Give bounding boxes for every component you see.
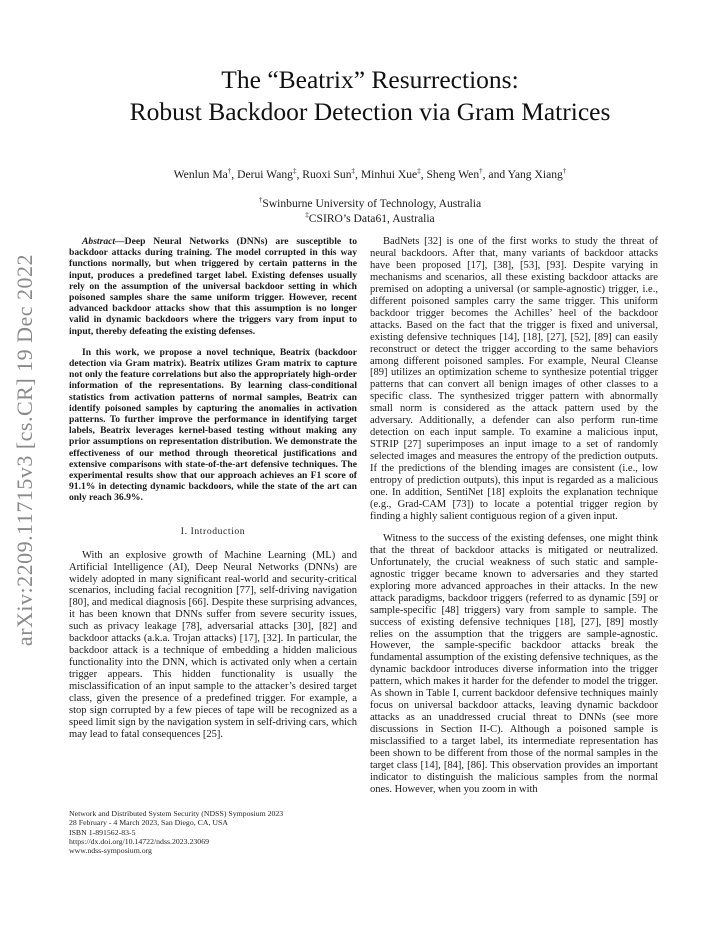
- intro-paragraph: With an explosive growth of Machine Learning (ML) and Artificial Intelligence (AI), Deep Neural Networks (DNNs) are widely adopted in many significant real-world and security-critical scenarios, including facial recognition [77], self-driving navigation [80], and medical diagnosis [66]. Despite these surprising advances, it has been known that DNNs suffer from severe security issues, such as privacy leakage [78], adversarial attacks [30], [82] and backdoor attacks (a.k.a. Trojan attacks) [17], [32]. In particular, the backdoor attack is a technique of embedding a hidden malicious functionality into the DNN, which is activated only when a certain trigger appears. This hidden functionality is usually the misclassification of an input sample to the attacker’s desired target class, given the presence of a predefined trigger. For example, a stop sign corrupted by a few pieces of tape will be recognized as a speed limit sign by the navigation system in self-driving cars, which may lead to fatal consequences [25].: [69, 549, 357, 740]
- arxiv-identifier-stamp: [2, 230, 48, 670]
- conference-footnote: [69, 809, 359, 855]
- abstract-lead: Abstract—: [82, 236, 125, 247]
- title-line-1: The “Beatrix” Resurrections:: [221, 65, 519, 94]
- author-list: Wenlun Ma†, Derui Wang‡, Ruoxi Sun‡, Minhui Xue‡, Sheng Wen†, and Yang Xiang†: [173, 167, 567, 181]
- author-affil-mark: ‡: [351, 167, 356, 175]
- abstract: [69, 236, 357, 504]
- author-name: Minhui Xue: [360, 168, 418, 181]
- author-affil-mark: †: [479, 167, 483, 175]
- affiliation-mark: ‡: [305, 211, 309, 219]
- author-affil-mark: †: [562, 167, 567, 175]
- author-affil-mark: ‡: [417, 167, 421, 175]
- body-paragraph: Witness to the success of the existing defenses, one might think that the threat of backdoor attacks is mitigated or neutralized. Unfortunately, the crucial weakness of such static and sample-agnostic trigger became known to adversaries and they started exploring more advanced approaches in their attacks. In the new attack paradigms, backdoor triggers (referred to as dynamic [59] or sample-specific [48] triggers) vary from sample to sample. The success of existing defensive techniques [18], [27], [89] mostly relies on the assumption that the triggers are sample-agnostic. However, the sample-specific backdoor attacks break the fundamental assumption of the existing defensive techniques, as the dynamic backdoor introduces diverse information into the trigger pattern, which makes it harder for the defender to model the trigger. As shown in Table I, current backdoor defensive techniques mainly focus on universal backdoor attacks, leaving dynamic backdoor attacks as an unaddressed crucial threat to DNNs (see more discussions in Section II-C). Although a poisoned sample is misclassified to a target label, its intermediate representation has been shown to be different from those of the normal samples in the target class [14], [84], [86]. This observation provides an important indicator to distinguish the malicious samples from the normal ones. However, when you zoom in with: [370, 532, 658, 795]
- affiliation-name: Swinburne University of Technology, Australia: [262, 197, 482, 210]
- affiliation: [60, 196, 680, 211]
- affiliation-list: [60, 196, 680, 226]
- paper-title: [60, 64, 680, 128]
- affiliation-mark: †: [258, 196, 263, 204]
- section-heading-introduction: I. Introduction: [180, 525, 246, 537]
- abstract-paragraph-2: In this work, we propose a novel technique, Beatrix (backdoor detection via Gram matrix). Beatrix utilizes Gram matrix to capture not only the feature correlations but also the appropriately high-order information of the representations. By learning class-conditional statistics from activation patterns of normal samples, Beatrix can identify poisoned samples by capturing the anomalies in activation patterns. To further improve the performance in identifying target labels, Beatrix leverages kernel-based testing without making any prior assumptions on representation distribution. We demonstrate the effectiveness of our method through theoretical justifications and extensive comparisons with state-of-the-art defensive techniques. The experimental results show that our approach achieves an F1 score of 91.1% in detecting dynamic backdoors, while the state of the art can only reach 36.9%.: [69, 346, 357, 504]
- title-line-2: Robust Backdoor Detection via Gram Matrices: [129, 97, 611, 126]
- author-name: Derui Wang: [237, 168, 293, 181]
- affiliation-name: CSIRO’s Data61, Australia: [308, 212, 435, 225]
- right-column: [370, 236, 658, 796]
- body-paragraph: BadNets [32] is one of the first works to study the threat of neural backdoors. After that, many variants of backdoor attacks have been proposed [17], [38], [53], [93]. Despite varying in mechanisms and scenarios, all these existing backdoor attacks are premised on adopting a universal (or sample-agnostic) trigger, i.e., different poisoned samples carry the same trigger. This uniform backdoor trigger becomes the Achilles’ heel of the backdoor attacks. Based on the fact that the trigger is fixed and universal, existing defensive techniques [14], [18], [27], [52], [89] can easily reconstruct or detect the trigger according to the same behaviors among different poisoned samples. For example, Neural Cleanse [89] utilizes an optimization scheme to synthesize potential trigger patterns that can convert all benign images of other classes to a specific class. The synthesized trigger pattern with abnormally small norm is considered as the attack pattern used by the adversary. Additionally, a defender can also perform run-time detection on each input sample. To examine a malicious input, STRIP [27] superimposes an input image to a set of randomly selected images and measures the entropy of the prediction outputs. If the predictions of the blending images are consistent (i.e., low entropy of prediction outputs), this input is regarded as a malicious one. In addition, SentiNet [18] exploits the explanation technique (e.g., Grad-CAM [73]) to locate a potential trigger region by finding a highly salient contiguous region of a given input.: [370, 236, 658, 522]
- footnote-line: ISBN 1-891562-83-5: [69, 827, 136, 837]
- footnote-doi-link[interactable]: https://dx.doi.org/10.14722/ndss.2023.23069: [69, 836, 209, 846]
- footnote-line: 28 February - 4 March 2023, San Diego, CA, USA: [69, 818, 228, 828]
- arxiv-id-text: arXiv:2209.11715v3 [cs.CR] 19 Dec 2022: [12, 253, 38, 647]
- author-affil-mark: ‡: [292, 167, 297, 175]
- affiliation: [60, 211, 680, 226]
- author-name: Yang Xiang: [507, 168, 563, 181]
- footnote-website-link[interactable]: www.ndss-symposium.org: [69, 846, 152, 856]
- author-name: Wenlun Ma: [173, 168, 228, 181]
- author-affil-mark: †: [227, 167, 232, 175]
- author-name: Ruoxi Sun: [302, 168, 352, 181]
- abstract-paragraph-1: [69, 236, 357, 337]
- footnote-line: Network and Distributed System Security (NDSS) Symposium 2023: [69, 809, 284, 818]
- abstract-text-1: Deep Neural Networks (DNNs) are susceptible to backdoor attacks during training. The model corrupted in this way functions normally, but when triggered by certain patterns in the input, produces a predefined target label. Existing defenses usually rely on the assumption of the universal backdoor setting in which poisoned samples share the same uniform trigger. However, recent advanced backdoor attacks show that this assumption is no longer valid in dynamic backdoors where the triggers vary from input to input, thereby defeating the existing defenses.: [69, 236, 357, 337]
- left-column: [69, 236, 357, 741]
- author-name: Sheng Wen: [426, 168, 480, 181]
- introduction-body: [69, 550, 357, 741]
